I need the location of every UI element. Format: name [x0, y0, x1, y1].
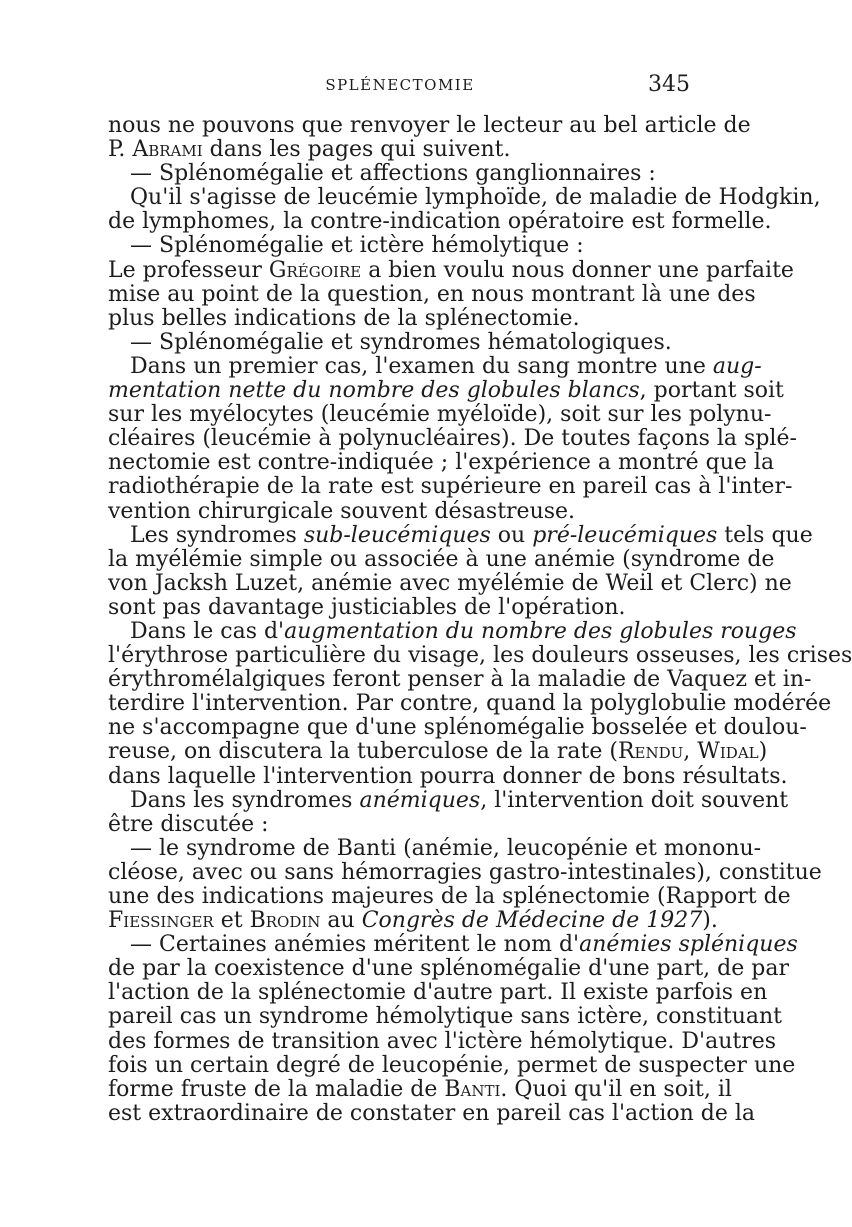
text-line	[108, 643, 852, 669]
text-segment: est extraordinaire de constater en pareil cas l'action de la	[108, 1100, 755, 1126]
text-line	[108, 162, 692, 186]
text-segment: — Splénomégalie et ictère hémolytique :	[130, 233, 584, 259]
text-segment: Dans un premier cas, l'examen du sang montre une	[130, 353, 713, 379]
text-segment: vention chirurgicale souvent désastreuse.	[108, 498, 576, 524]
text-line	[108, 138, 692, 162]
text-line	[108, 450, 775, 476]
text-line	[108, 739, 768, 765]
text-segment: plus belles indications de la splénectomie.	[108, 305, 580, 331]
text-line	[108, 1076, 732, 1102]
text-line	[108, 474, 793, 500]
text-segment: ).	[702, 908, 718, 934]
text-segment: Le professeur	[108, 257, 269, 283]
text-line	[108, 353, 762, 379]
text-segment: Qu'il s'agisse de leucémie lymphoïde, de maladie de Hodgkin,	[130, 185, 821, 211]
text-segment: P.	[108, 137, 133, 163]
text-line	[108, 956, 789, 982]
text-segment: terdire l'intervention. Par contre, quand la polyglobulie modérée	[108, 691, 832, 717]
text-line	[108, 667, 812, 693]
text-segment: des formes de transition avec l'ictère hémolytique. D'autres	[108, 1028, 777, 1054]
text-segment: et	[213, 908, 250, 934]
author-name: Brodin	[249, 908, 321, 934]
text-line	[108, 546, 775, 572]
text-segment: Les syndromes	[130, 522, 304, 548]
italic-text: anémiques	[359, 787, 481, 813]
italic-text: sub-leucémiques	[303, 522, 491, 548]
italic-text: Congrès de Médecine de 1927	[361, 908, 703, 934]
text-segment: cléaires (leucémie à polynucléaires). De toutes façons la splé-	[108, 426, 797, 452]
italic-text: anémies spléniques	[579, 932, 798, 958]
text-line	[108, 787, 789, 813]
text-segment: cléose, avec ou sans hémorragies gastro-intestinales), constitue	[108, 859, 822, 885]
text-line	[108, 1052, 796, 1078]
text-line	[108, 884, 791, 909]
italic-text: pré-leucémiques	[532, 522, 718, 548]
author-name: Widal	[697, 739, 759, 765]
text-line	[108, 570, 792, 596]
text-segment: reuse, on discutera la tuberculose de la rate (	[108, 739, 618, 765]
text-segment: érythromélalgiques feront penser à la maladie de Vaquez et in-	[108, 667, 812, 693]
text-segment: a bien voulu nous donner une parfaite	[361, 257, 794, 283]
running-head	[110, 72, 690, 104]
text-line	[108, 932, 798, 958]
text-line	[108, 859, 822, 885]
text-line	[108, 596, 692, 620]
text-segment: , portant soit	[639, 378, 784, 404]
text-line	[108, 618, 797, 644]
text-line	[108, 378, 784, 404]
text-segment: . Quoi qu'il en soit, il	[500, 1076, 732, 1102]
text-segment: — Splénomégalie et affections ganglionnaires :	[130, 161, 656, 187]
author-name: Banti	[444, 1076, 501, 1102]
text-segment: sur les myélocytes (leucémie myéloïde), soit sur les polynu-	[108, 402, 772, 428]
author-name: Fiessinger	[108, 908, 214, 934]
text-segment: mise au point de la question, en nous montrant là une des	[108, 281, 756, 307]
body-text	[108, 113, 852, 1126]
text-line	[108, 331, 692, 355]
text-line	[108, 763, 788, 789]
text-segment: dans les pages qui suivent.	[202, 137, 511, 163]
text-segment: dans laquelle l'intervention pourra donner de bons résultats.	[108, 763, 788, 789]
text-line	[108, 402, 772, 428]
text-segment: Dans les syndromes	[130, 787, 360, 813]
text-segment: nous ne pouvons que renvoyer le lecteur au bel article de	[108, 113, 751, 138]
text-segment: )	[758, 739, 768, 765]
text-segment: forme fruste de la maladie de	[108, 1076, 445, 1102]
text-segment: radiothérapie de la rate est supérieure en pareil cas à l'inter-	[108, 474, 793, 500]
text-line	[108, 257, 794, 283]
text-segment: de par la coexistence d'une splénomégalie d'une part, de par	[108, 956, 789, 982]
text-line	[108, 908, 718, 934]
text-segment: une des indications majeures de la splénectomie (Rapport de	[108, 884, 791, 909]
text-line	[108, 209, 772, 235]
italic-text: aug-	[712, 353, 762, 379]
author-name: Grégoire	[268, 257, 362, 283]
page-number: 345	[648, 72, 690, 97]
text-segment: de lymphomes, la contre-indication opératoire est formelle.	[108, 209, 772, 235]
italic-text: mentation nette du nombre des globules blancs	[108, 378, 640, 404]
text-line	[108, 715, 807, 741]
text-segment: sont pas davantage justiciables de l'opération.	[108, 594, 626, 620]
author-name: Abrami	[132, 137, 203, 163]
text-segment: ne s'accompagne que d'une splénomégalie bosselée et doulou-	[108, 715, 807, 741]
text-line	[108, 307, 692, 331]
text-segment: être discutée :	[108, 811, 269, 837]
text-line	[108, 234, 692, 258]
text-line	[108, 426, 797, 452]
italic-text: augmentation du nombre des globules rouges	[284, 618, 797, 644]
text-line	[108, 813, 692, 837]
text-segment: l'érythrose particulière du visage, les douleurs osseuses, les crises	[108, 643, 852, 669]
text-segment: — Certaines anémies méritent le nom d'	[130, 932, 580, 958]
text-segment: l'action de la splénectomie d'autre part. Il existe parfois en	[108, 980, 768, 1006]
text-line	[108, 1028, 777, 1054]
text-segment: ,	[683, 739, 698, 765]
text-line	[108, 835, 762, 861]
text-segment: la myélémie simple ou associée à une anémie (syndrome de	[108, 546, 775, 572]
text-line	[108, 113, 751, 138]
text-segment: von Jacksh Luzet, anémie avec myélémie de Weil et Clerc) ne	[108, 570, 792, 596]
text-segment: — Splénomégalie et syndromes hématologiques.	[130, 329, 672, 355]
text-segment: ou	[490, 522, 533, 548]
text-segment: pareil cas un syndrome hémolytique sans ictère, constituant	[108, 1004, 782, 1030]
text-line	[108, 980, 768, 1006]
text-line	[108, 1100, 755, 1126]
author-name: Rendu	[617, 739, 684, 765]
text-segment: nectomie est contre-indiquée ; l'expérience a montré que la	[108, 450, 775, 476]
running-title: SPLÉNECTOMIE	[325, 76, 475, 94]
text-line	[108, 185, 821, 211]
text-segment: — le syndrome de Banti (anémie, leucopénie et mononu-	[130, 835, 762, 861]
text-line	[108, 1004, 782, 1030]
text-line	[108, 281, 756, 307]
text-line	[108, 500, 692, 524]
text-segment: , l'intervention doit souvent	[480, 787, 789, 813]
text-segment: Dans le cas d'	[130, 618, 285, 644]
text-segment: au	[320, 908, 362, 934]
text-line	[108, 691, 832, 717]
text-segment: tels que	[717, 522, 813, 548]
text-segment: fois un certain degré de leucopénie, permet de suspecter une	[108, 1052, 796, 1078]
text-line	[108, 522, 813, 548]
